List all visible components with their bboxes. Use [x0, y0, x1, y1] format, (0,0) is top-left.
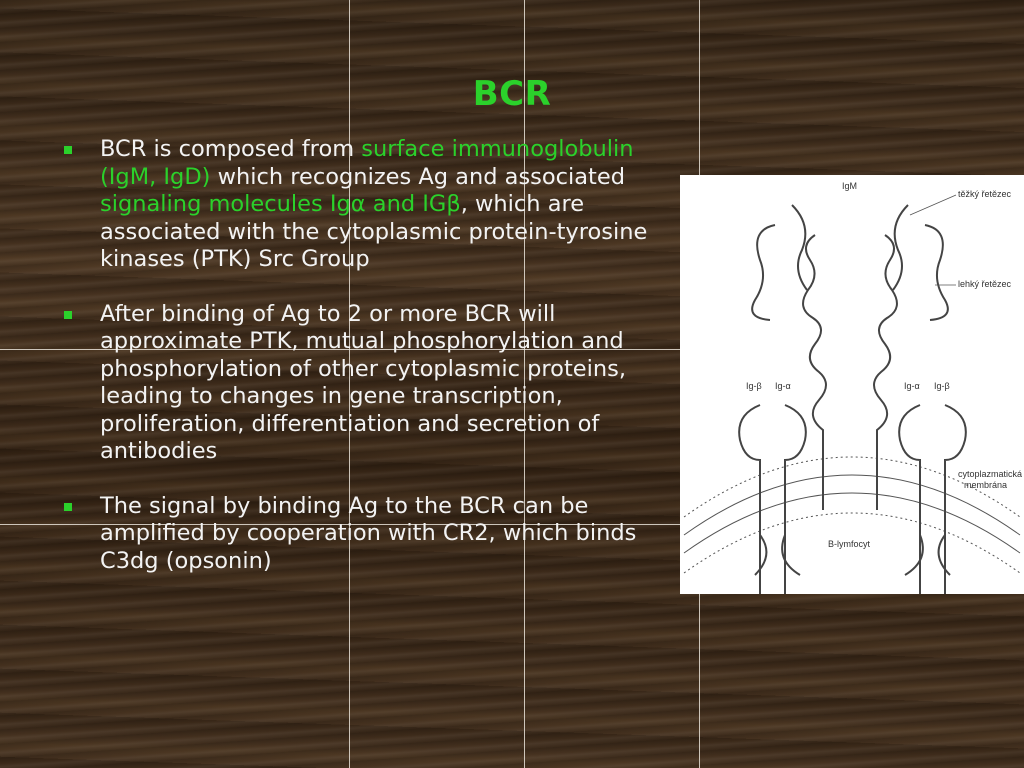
bullet-item-3 [62, 493, 680, 576]
membrane-label-line-1: cytoplazmatická [958, 469, 1023, 479]
igm-label: IgM [842, 181, 858, 191]
bullet-marker-icon [64, 146, 72, 154]
label-leader-lines [910, 195, 956, 285]
b-lymphocyte-label: B-lymfocyt [828, 539, 871, 549]
bullet-marker-icon [64, 311, 72, 319]
membrane-label-line-2: membrána [964, 480, 1008, 490]
bcr-structure-diagram [680, 175, 1024, 594]
bullet-text: BCR is composed from surface immunoglobulin (IgM, IgD) which recognizes Ag and associated signaling molecules Igα and IGβ, which are associated with the cytoplasmic protein-tyrosine kinases (PTK) Src Group [100, 136, 648, 272]
heavy-chain-label: těžký řetězec [958, 189, 1012, 199]
heavy-chains [792, 205, 908, 510]
slide-title: BCR [472, 74, 552, 114]
bullet-list [62, 136, 680, 602]
bullet-item-2 [62, 301, 680, 466]
ig-alpha-right-label: Ig-α [904, 381, 920, 391]
ig-alpha-left-label: Ig-α [775, 381, 791, 391]
light-chains [752, 225, 948, 320]
bullet-item-1 [62, 136, 680, 274]
ig-alpha-beta [739, 405, 966, 594]
ig-beta-left-label: Ig-β [746, 381, 762, 391]
ig-beta-right-label: Ig-β [934, 381, 950, 391]
bullet-text: After binding of Ag to 2 or more BCR will approximate PTK, mutual phosphorylation and phosphorylation of other cytoplasmic proteins, leading to changes in gene transcription, proliferation, differentiation and secretion of antibodies [100, 300, 626, 464]
bullet-marker-icon [64, 503, 72, 511]
light-chain-label: lehký řetězec [958, 279, 1012, 289]
bullet-text: The signal by binding Ag to the BCR can be amplified by cooperation with CR2, which binds C3dg (opsonin) [100, 492, 637, 574]
